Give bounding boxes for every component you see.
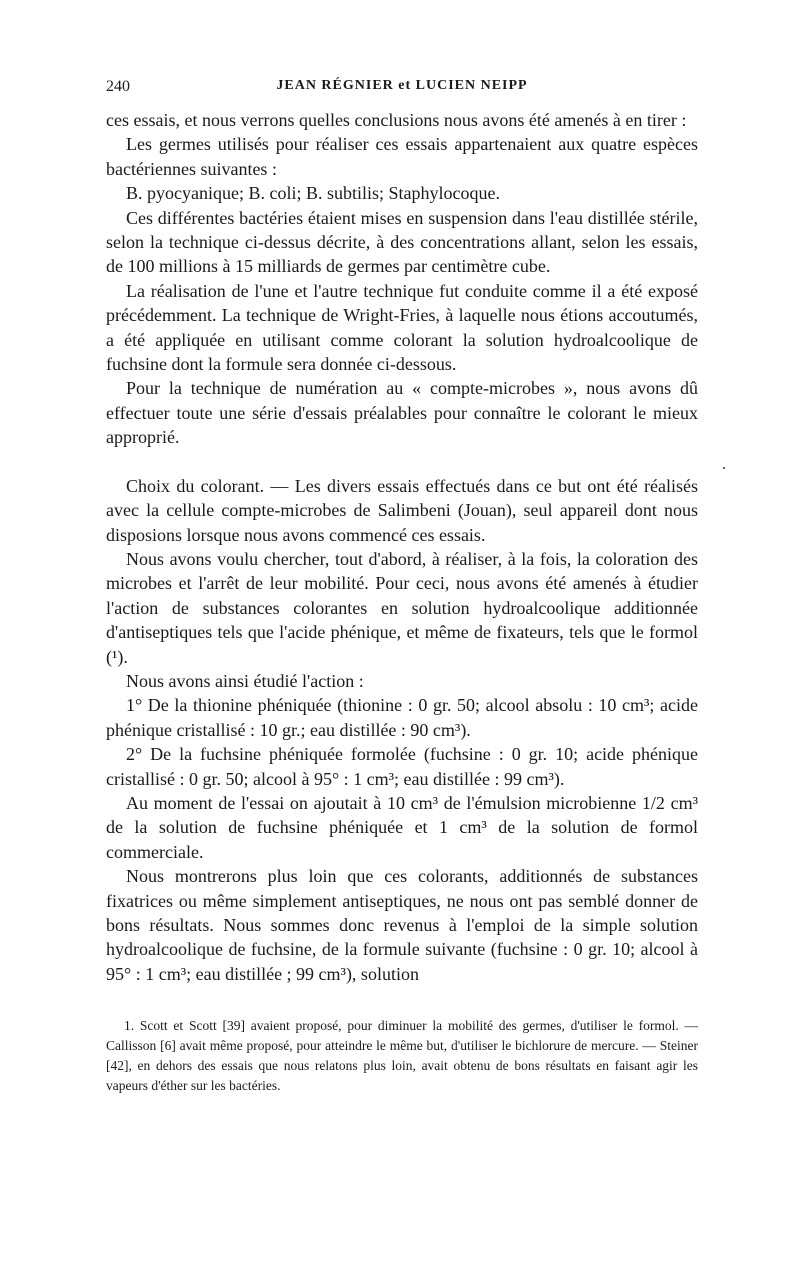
paragraph: La réalisation de l'une et l'autre technique fut conduite comme il a été exposé précédemment. La technique de Wright-Fries, à laquelle nous étions accoutumés, a été appliquée en utilisant comme colorant la solution hydroalcoolique de fuchsine dont la formule sera donnée ci-dessous. bbox=[106, 280, 698, 375]
paragraph: ces essais, et nous verrons quelles conclusions nous avons été amenés à en tirer : bbox=[106, 110, 687, 130]
paragraph: Au moment de l'essai on ajoutait à 10 cm³ de l'émulsion microbienne 1/2 cm³ de la solution de fuchsine phéniquée et 1 cm³ de la solution de formol commerciale. bbox=[106, 792, 698, 862]
page-number: 240 bbox=[106, 78, 130, 95]
margin-mark: . bbox=[722, 456, 726, 473]
list-item: 1° De la thionine phéniquée (thionine : 0 gr. 50; alcool absolu : 10 cm³; acide phénique cristallisé : 10 gr.; eau distillée : 90 cm³). bbox=[106, 695, 698, 740]
paragraph: Nous montrerons plus loin que ces colorants, additionnés de substances fixatrices ou même simplement antiseptiques, ne nous ont pas semblé donner de bons résultats. Nous sommes donc revenus à l'emploi de la simple solution hydroalcoolique de fuchsine, de la formule suivante (fuchsine : 0 gr. 10; alcool à 95° : 1 cm³; eau distillée ; 99 cm³), solution bbox=[106, 866, 698, 984]
running-head: JEAN RÉGNIER et LUCIEN NEIPP bbox=[276, 78, 528, 93]
paragraph: Les germes utilisés pour réaliser ces essais appartenaient aux quatre espèces bactériennes suivantes : bbox=[106, 134, 698, 179]
paragraph: Pour la technique de numération au « compte-microbes », nous avons dû effectuer toute une série d'essais préalables pour connaître le colorant le mieux approprié. bbox=[106, 378, 698, 448]
footnote: 1. Scott et Scott [39] avaient proposé, pour diminuer la mobilité des germes, d'utiliser le formol. — Callisson [6] avait même proposé, pour atteindre le même but, d'utiliser le bichlorure de mercure. — Steiner [42], en dehors des essais que nous relatons plus loin, avait obtenu de bons résultats en faisant agir les vapeurs d'éther sur les bactéries. bbox=[106, 1018, 698, 1093]
paragraph: Nous avons voulu chercher, tout d'abord, à réaliser, à la fois, la coloration des microbes et l'arrêt de leur mobilité. Pour ceci, nous avons été amenés à étudier l'action de substances colorantes en solution hydroalcoolique additionnée d'antiseptiques tels que l'acide phénique, et même de fixateurs, tels que le formol (¹). bbox=[106, 548, 698, 667]
footnotes bbox=[106, 1016, 698, 1096]
list-item: 2° De la fuchsine phéniquée formolée (fuchsine : 0 gr. 10; acide phénique cristallisé : 0 gr. 50; alcool à 95° : 1 cm³; eau distillée : 99 cm³). bbox=[106, 744, 698, 789]
paragraph: Ces différentes bactéries étaient mises en suspension dans l'eau distillée stérile, selon la technique ci-dessus décrite, à des concentrations allant, selon les essais, de 100 millions à 15 milliards de germes par centimètre cube. bbox=[106, 207, 698, 277]
paragraph: Nous avons ainsi étudié l'action : bbox=[126, 670, 364, 691]
page-header bbox=[106, 78, 698, 102]
paragraph: B. pyocyanique; B. coli; B. subtilis; Staphylocoque. bbox=[126, 183, 500, 204]
section-paragraph: Choix du colorant. — Les divers essais effectués dans ce but ont été réalisés avec la cellule compte-microbes de Salimbeni (Jouan), seul appareil dont nous disposions lorsque nous avons commencé ces essais. bbox=[106, 475, 698, 545]
body-text bbox=[106, 108, 698, 986]
